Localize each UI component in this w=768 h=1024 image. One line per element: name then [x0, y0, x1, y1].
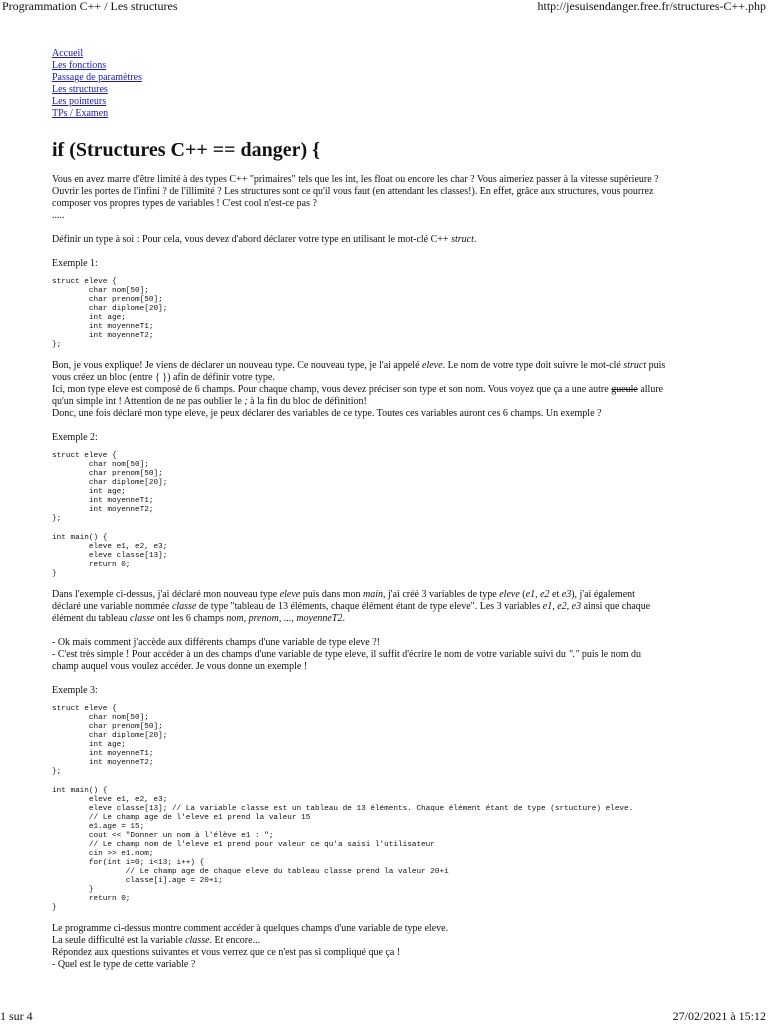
text-em: eleve — [499, 589, 520, 600]
text: champ auquel vous voulez accéder. Je vous donne un exemple ! — [52, 661, 308, 672]
text: et — [549, 589, 562, 600]
text-em: classe — [185, 935, 210, 946]
print-footer-datetime: 27/02/2021 à 15:12 — [672, 1009, 766, 1023]
nav-link-pointeurs[interactable]: Les pointeurs — [52, 96, 107, 107]
nav-link-structures[interactable]: Les structures — [52, 84, 108, 95]
text: Le programme ci-dessus montre comment accéder à quelques champs d'une variable de type eleve. — [52, 923, 449, 934]
nav-link-fonctions[interactable]: Les fonctions — [52, 60, 107, 71]
example-1-label: Exemple 1: — [52, 258, 98, 269]
text-em: struct — [623, 360, 647, 371]
nav-link-accueil[interactable]: Accueil — [52, 48, 84, 59]
nav-link-tps-examen[interactable]: TPs / Examen — [52, 108, 109, 119]
text: ainsi que chaque — [581, 601, 651, 612]
example-2-label: Exemple 2: — [52, 432, 98, 443]
text: allure — [637, 384, 664, 395]
page-content — [52, 48, 722, 983]
intro-line: Ouvrir les portes de l'infini ? de l'illimité ? Les structures sont ce qu'il vous faut (en attendant les classes!). En effet, grâce aux structures, vous pourrez — [52, 186, 654, 197]
text: Répondez aux questions suivantes et vous verrez que ce n'est pas si compliqué que ça ! — [52, 947, 401, 958]
explanation-paragraph — [52, 589, 722, 625]
print-footer-page: 1 sur 4 — [0, 1009, 33, 1023]
text: vous créez un bloc (entre { }) afin de définir votre type. — [52, 372, 275, 383]
text-em: classe — [130, 613, 155, 624]
text: Ici, mon type eleve est composé de 6 champs. Pour chaque champ, vous devez préciser son type et son nom. Vous voyez que ça a une autre — [52, 384, 612, 395]
text-em: e1 — [525, 589, 536, 600]
text-em: classe — [171, 601, 197, 612]
text: ), j'ai également — [571, 589, 635, 600]
text: de type "tableau de 13 éléments, chaque élément étant de type eleve". Les 3 variables — [196, 601, 543, 612]
text-em: e3 — [561, 589, 572, 600]
text: qu'un simple int ! Attention de ne pas oublier le — [52, 396, 245, 407]
text: . Et encore... — [209, 935, 261, 946]
intro-line: composer vos propres types de variables ! C'est cool n'est-ce pas ? — [52, 198, 317, 209]
define-text: Définir un type à soi : Pour cela, vous devez d'abord déclarer votre type en utilisant le mot-clé C++ — [52, 234, 452, 245]
closing-paragraph — [52, 923, 722, 971]
define-end: . — [473, 234, 477, 245]
text: La seule difficulté est la variable — [52, 935, 186, 946]
text-em: e1, e2, e3 — [542, 601, 582, 612]
nav-link-passage-parametres[interactable]: Passage de paramètres — [52, 72, 142, 83]
text-em: nom, prenom, ..., moyenneT2 — [226, 613, 343, 624]
text: Bon, je vous explique! Je viens de déclarer un nouveau type. Ce nouveau type, je l'ai appelé — [52, 360, 423, 371]
example-3-label: Exemple 3: — [52, 685, 98, 696]
print-header-url: http://jesuisendanger.free.fr/structures-C++.php — [537, 0, 766, 13]
define-paragraph — [52, 234, 722, 246]
intro-line: Vous en avez marre d'être limité à des types C++ "primaires" tels que les int, les float ou encore les char ? Vous aimeriez passer à la vitesse supérieure ? — [52, 174, 659, 185]
text: . — [342, 613, 345, 624]
code-block-2b: int main() { eleve e1, e2, e3; eleve classe[13]; return 0; } — [52, 534, 168, 578]
page-title: if (Structures C++ == danger) { — [52, 139, 321, 161]
code-block-2a: struct eleve { char nom[50]; char prenom[50]; char diplome[20]; int age; int moyenneT1; int moyenneT2; }; — [52, 452, 168, 523]
text: - Ok mais comment j'accède aux différents champs d'une variable de type eleve ?! — [52, 637, 381, 648]
text-em: e2 — [540, 589, 550, 600]
strikethrough-text: gueule — [611, 384, 638, 395]
nav-menu — [52, 48, 722, 120]
explanation-paragraph — [52, 360, 722, 420]
text-em: eleve — [422, 360, 443, 371]
code-block-1: struct eleve { char nom[50]; char prenom[50]; char diplome[20]; int age; int moyenneT1; int moyenneT2; }; — [52, 278, 168, 349]
text-em: eleve — [279, 589, 301, 600]
text-em: "." — [568, 649, 580, 660]
intro-paragraph — [52, 174, 722, 222]
define-keyword: struct — [451, 234, 474, 245]
text: à la fin du bloc de définition! — [247, 396, 367, 407]
text-em: main — [363, 589, 384, 600]
text: . Le nom de votre type doit suivre le mot-clé — [442, 360, 624, 371]
text: , — [535, 589, 541, 600]
text: puis dans mon — [300, 589, 364, 600]
code-block-3a: struct eleve { char nom[50]; char prenom[50]; char diplome[20]; int age; int moyenneT1; int moyenneT2; }; — [52, 705, 168, 776]
text: - C'est très simple ! Pour accéder à un des champs d'une variable de type eleve, il suffit d'écrire le nom de votre variable suivi du — [52, 649, 569, 660]
text: puis le nom du — [579, 649, 642, 660]
dialogue-paragraph — [52, 637, 722, 673]
text: puis — [646, 360, 666, 371]
text: ( — [519, 589, 526, 600]
print-header-title: Programmation C++ / Les structures — [2, 0, 178, 13]
text: élément du tableau — [52, 613, 131, 624]
code-block-3b: int main() { eleve e1, e2, e3; eleve classe[13]; // La variable classe est un tableau de 13 éléments. Chaque élément étant de type (srtucture) eleve. // Le champ age de l'eleve e1 prend la valeur 15 e1.age = 15; cout << "Donner un nom à l'élève e1 : "; // Le champ nom de l'eleve e1 prend pour valeur ce qu'a saisi l'utilisateur cin >> e1.nom; for(int i=0; i<13; i++) { // Le champ age de chaque eleve du tableau classe prend la valeur 20+i classe[i].age = 20+i; } return 0; } — [52, 787, 634, 912]
text: déclaré une variable nommée — [52, 601, 172, 612]
text: Dans l'exemple ci-dessus, j'ai déclaré mon nouveau type — [52, 589, 280, 600]
text: , j'ai créé 3 variables de type — [383, 589, 500, 600]
intro-line: ..... — [52, 210, 65, 221]
text: Donc, une fois déclaré mon type eleve, je peux déclarer des variables de ce type. Toutes ces variables auront ces 6 champs. Un exemple ? — [52, 408, 602, 419]
text: ont les 6 champs — [154, 613, 227, 624]
text-em: ; — [244, 396, 248, 407]
text: - Quel est le type de cette variable ? — [52, 959, 196, 970]
